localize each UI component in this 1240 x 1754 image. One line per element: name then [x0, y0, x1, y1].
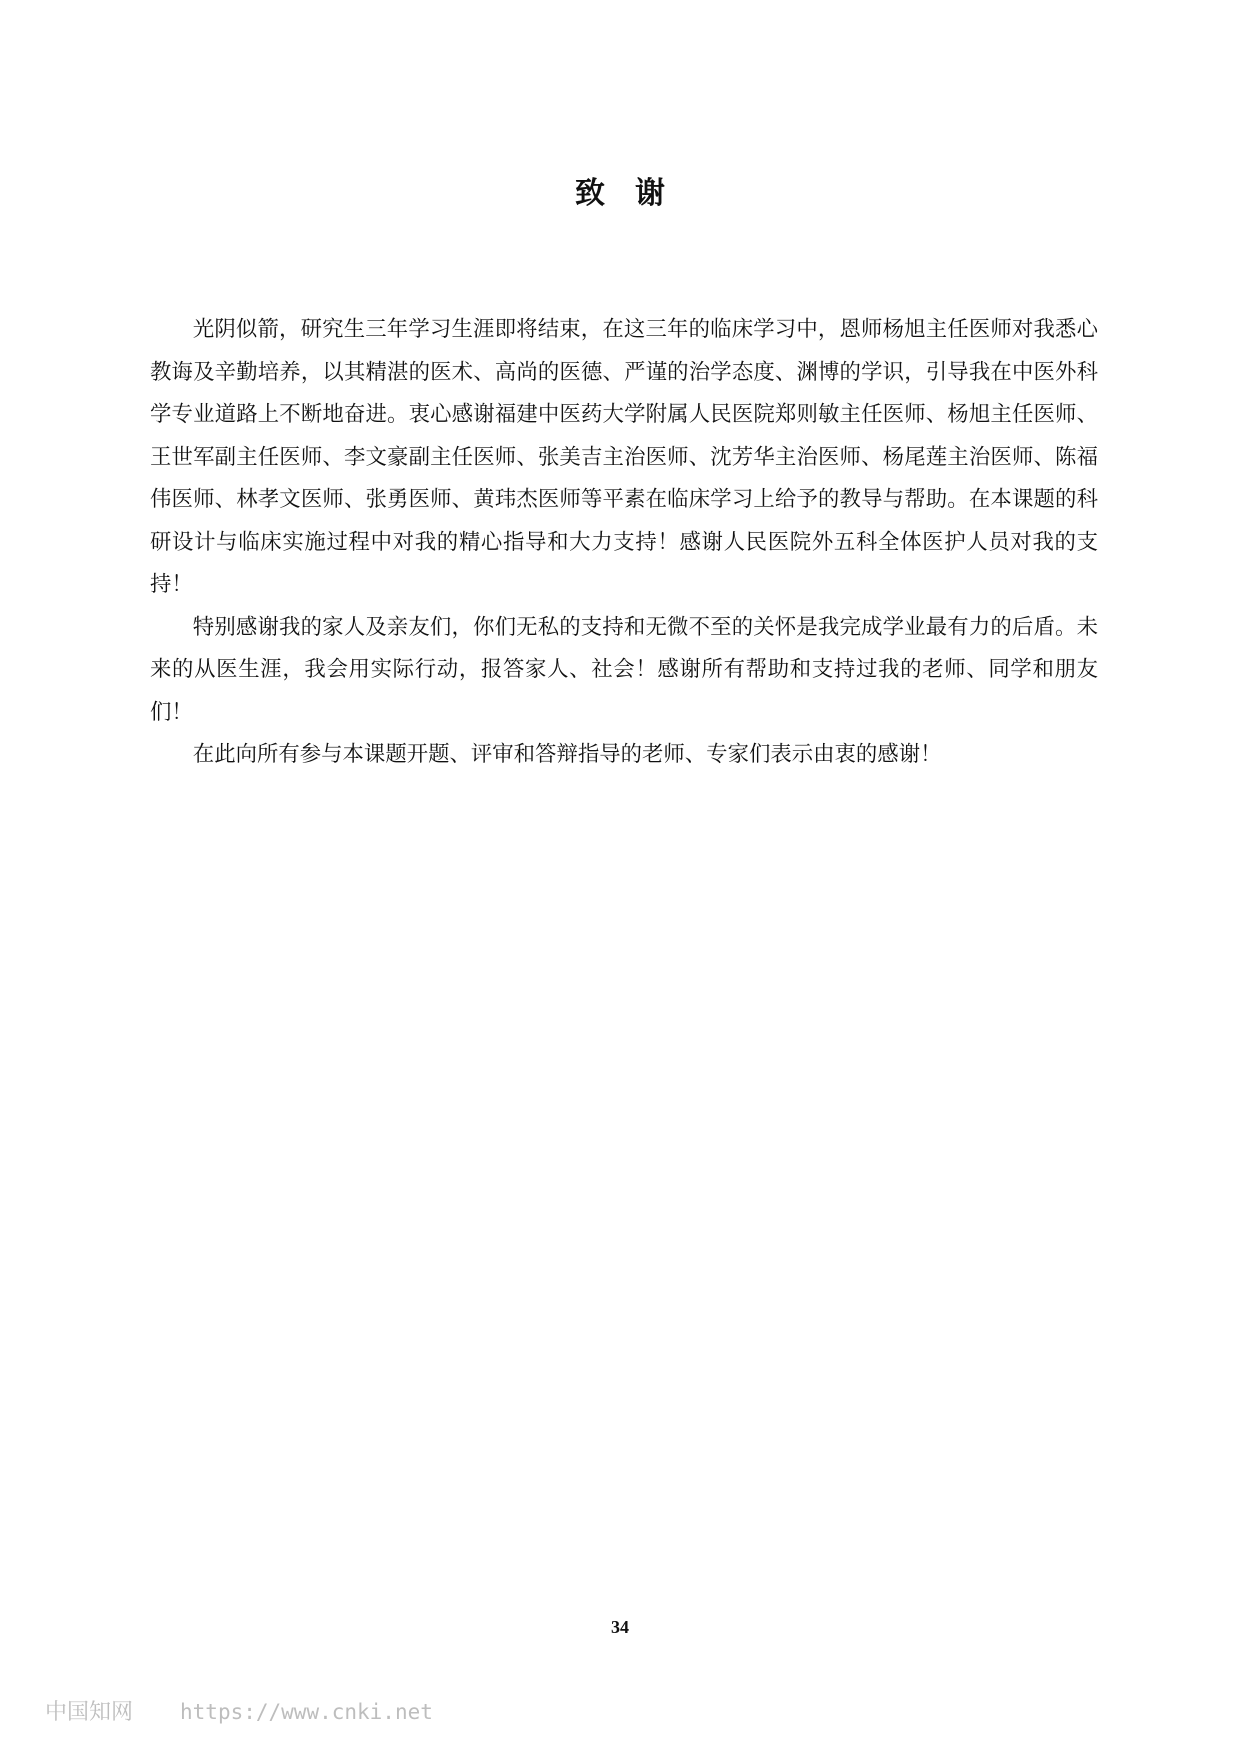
watermark-url: https://www.cnki.net — [180, 1700, 433, 1724]
page-title: 致谢 — [575, 176, 695, 211]
paragraph: 光阴似箭，研究生三年学习生涯即将结束，在这三年的临床学习中，恩师杨旭主任医师对我悉心教诲及辛勤培养，以其精湛的医术、高尚的医德、严谨的治学态度、渊博的学识，引导我在中医外科学专业道路上不断地奋进。衷心感谢福建中医药大学附属人民医院郑则敏主任医师、杨旭主任医师、王世军副主任医师、李文豪副主任医师、张美吉主治医师、沈芳华主治医师、杨尾莲主治医师、陈福伟医师、林孝文医师、张勇医师、黄玮杰医师等平素在临床学习上给予的教导与帮助。在本课题的科研设计与临床实施过程中对我的精心指导和大力支持！感谢人民医院外五科全体医护人员对我的支持！ — [150, 317, 1098, 597]
paragraph: 在此向所有参与本课题开题、评审和答辩指导的老师、专家们表示由衷的感谢！ — [192, 742, 942, 767]
page-number: 34 — [611, 1617, 629, 1637]
watermark-brand: 中国知网 — [45, 1700, 134, 1725]
acknowledgement-body — [150, 309, 1098, 777]
cnki-watermark — [45, 1695, 433, 1726]
paragraph: 特别感谢我的家人及亲友们，你们无私的支持和无微不至的关怀是我完成学业最有力的后盾。未来的从医生涯，我会用实际行动，报答家人、社会！感谢所有帮助和支持过我的老师、同学和朋友们！ — [150, 614, 1098, 725]
